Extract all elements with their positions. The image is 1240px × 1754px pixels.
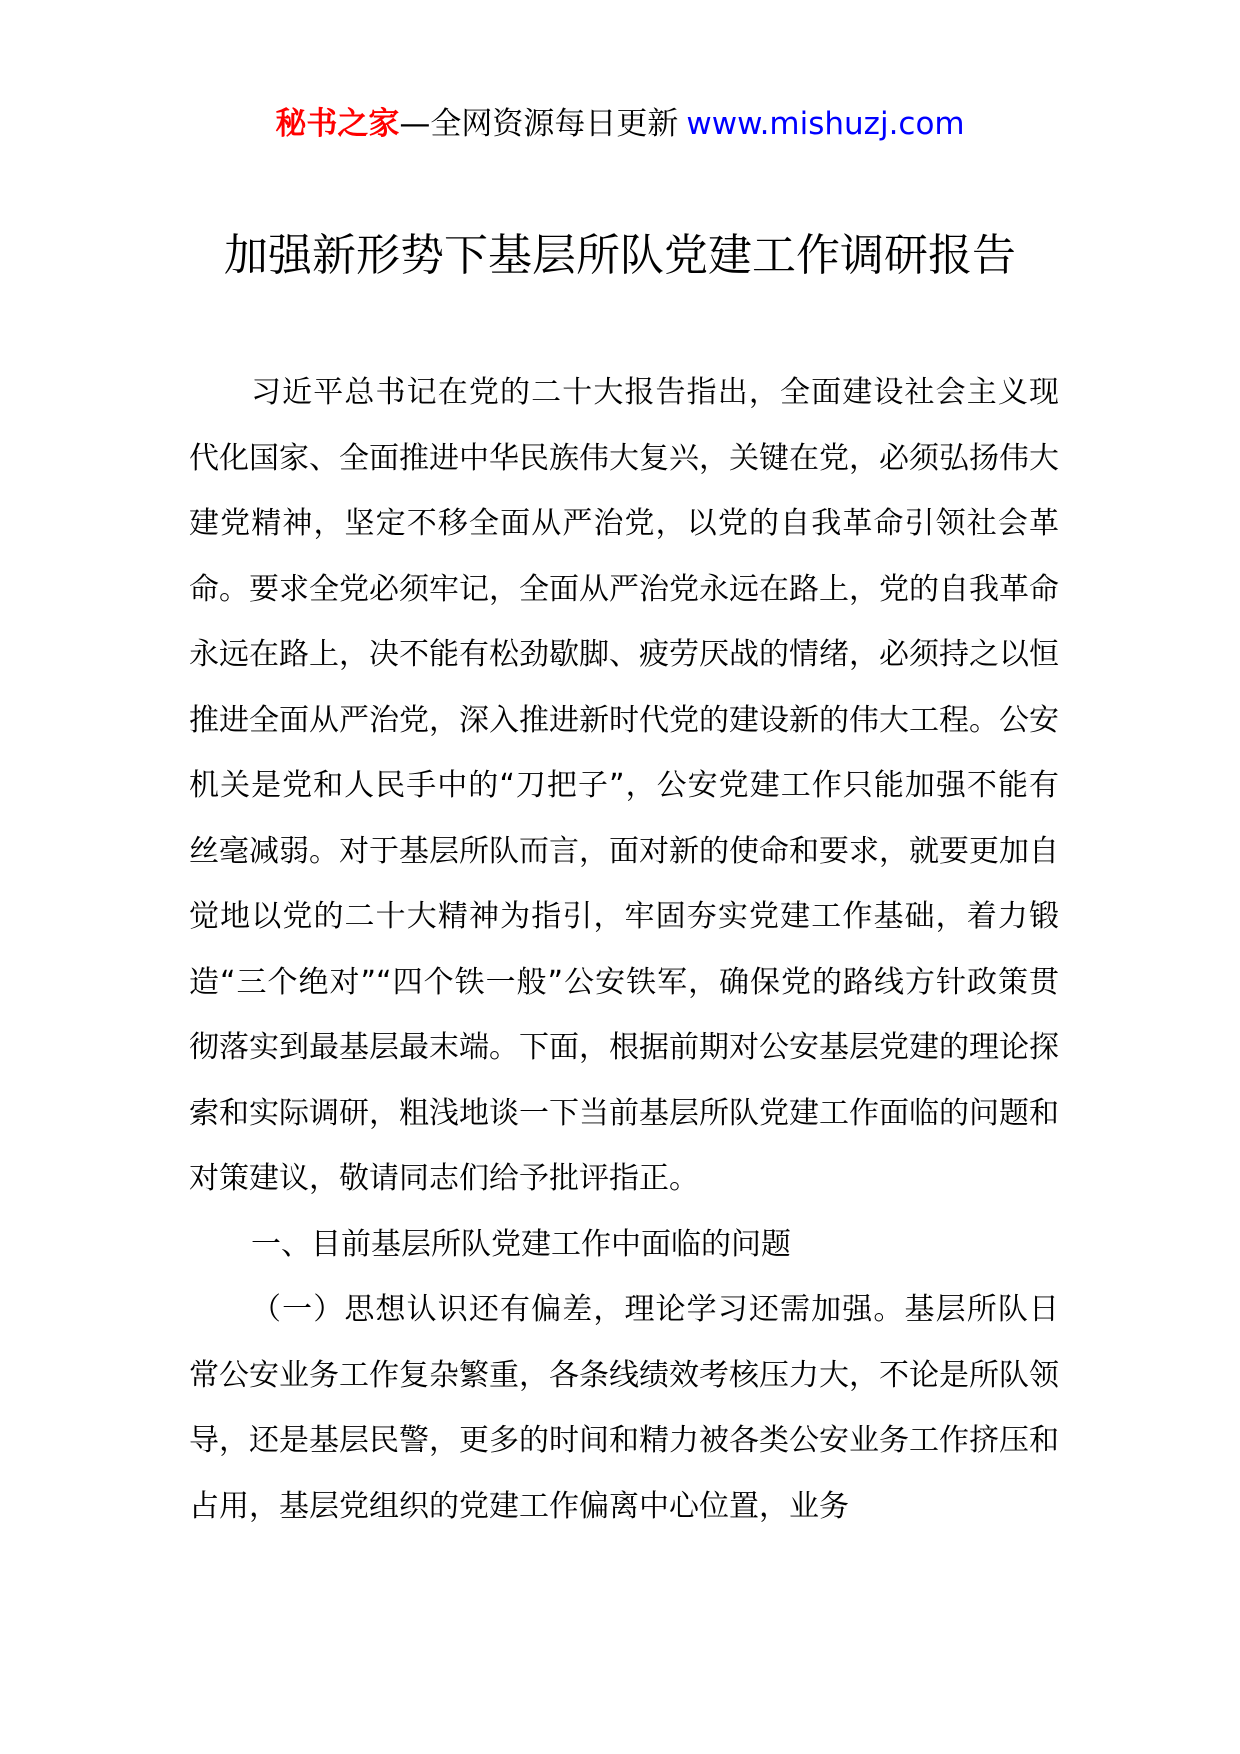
site-url-link[interactable]: www.mishuzj.com [686, 106, 965, 142]
site-tagline: —全网资源每日更新 [399, 106, 679, 142]
document-title: 加强新形势下基层所队党建工作调研报告 [224, 230, 1016, 281]
section-heading-1: 一、目前基层所队党建工作中面临的问题 [251, 1226, 791, 1262]
site-header [0, 100, 1240, 148]
site-brand: 秘书之家 [275, 106, 400, 142]
document-body [189, 360, 1059, 1539]
intro-paragraph: 习近平总书记在党的二十大报告指出，全面建设社会主义现代化国家、全面推进中华民族伟大复兴，关键在党，必须弘扬伟大建党精神，坚定不移全面从严治党，以党的自我革命引领社会革命。要求全党必须牢记，全面从严治党永远在路上，党的自我革命永远在路上，决不能有松劲歇脚、疲劳厌战的情绪，必须持之以恒推进全面从严治党，深入推进新时代党的建设新的伟大工程。公安机关是党和人民手中的“刀把子”，公安党建工作只能加强不能有丝毫减弱。对于基层所队而言，面对新的使命和要求，就要更加自觉地以党的二十大精神为指引，牢固夯实党建工作基础，着力锻造“三个绝对”“四个铁一般”公安铁军，确保党的路线方针政策贯彻落实到最基层最末端。下面，根据前期对公安基层党建的理论探索和实际调研，粗浅地谈一下当前基层所队党建工作面临的问题和对策建议，敬请同志们给予批评指正。 [189, 375, 1059, 1196]
subsection-paragraph-1: （一）思想认识还有偏差，理论学习还需加强。基层所队日常公安业务工作复杂繁重，各条线绩效考核压力大，不论是所队领导，还是基层民警，更多的时间和精力被各类公安业务工作挤压和占用，基层党组织的党建工作偏离中心位置，业务 [189, 1292, 1059, 1524]
